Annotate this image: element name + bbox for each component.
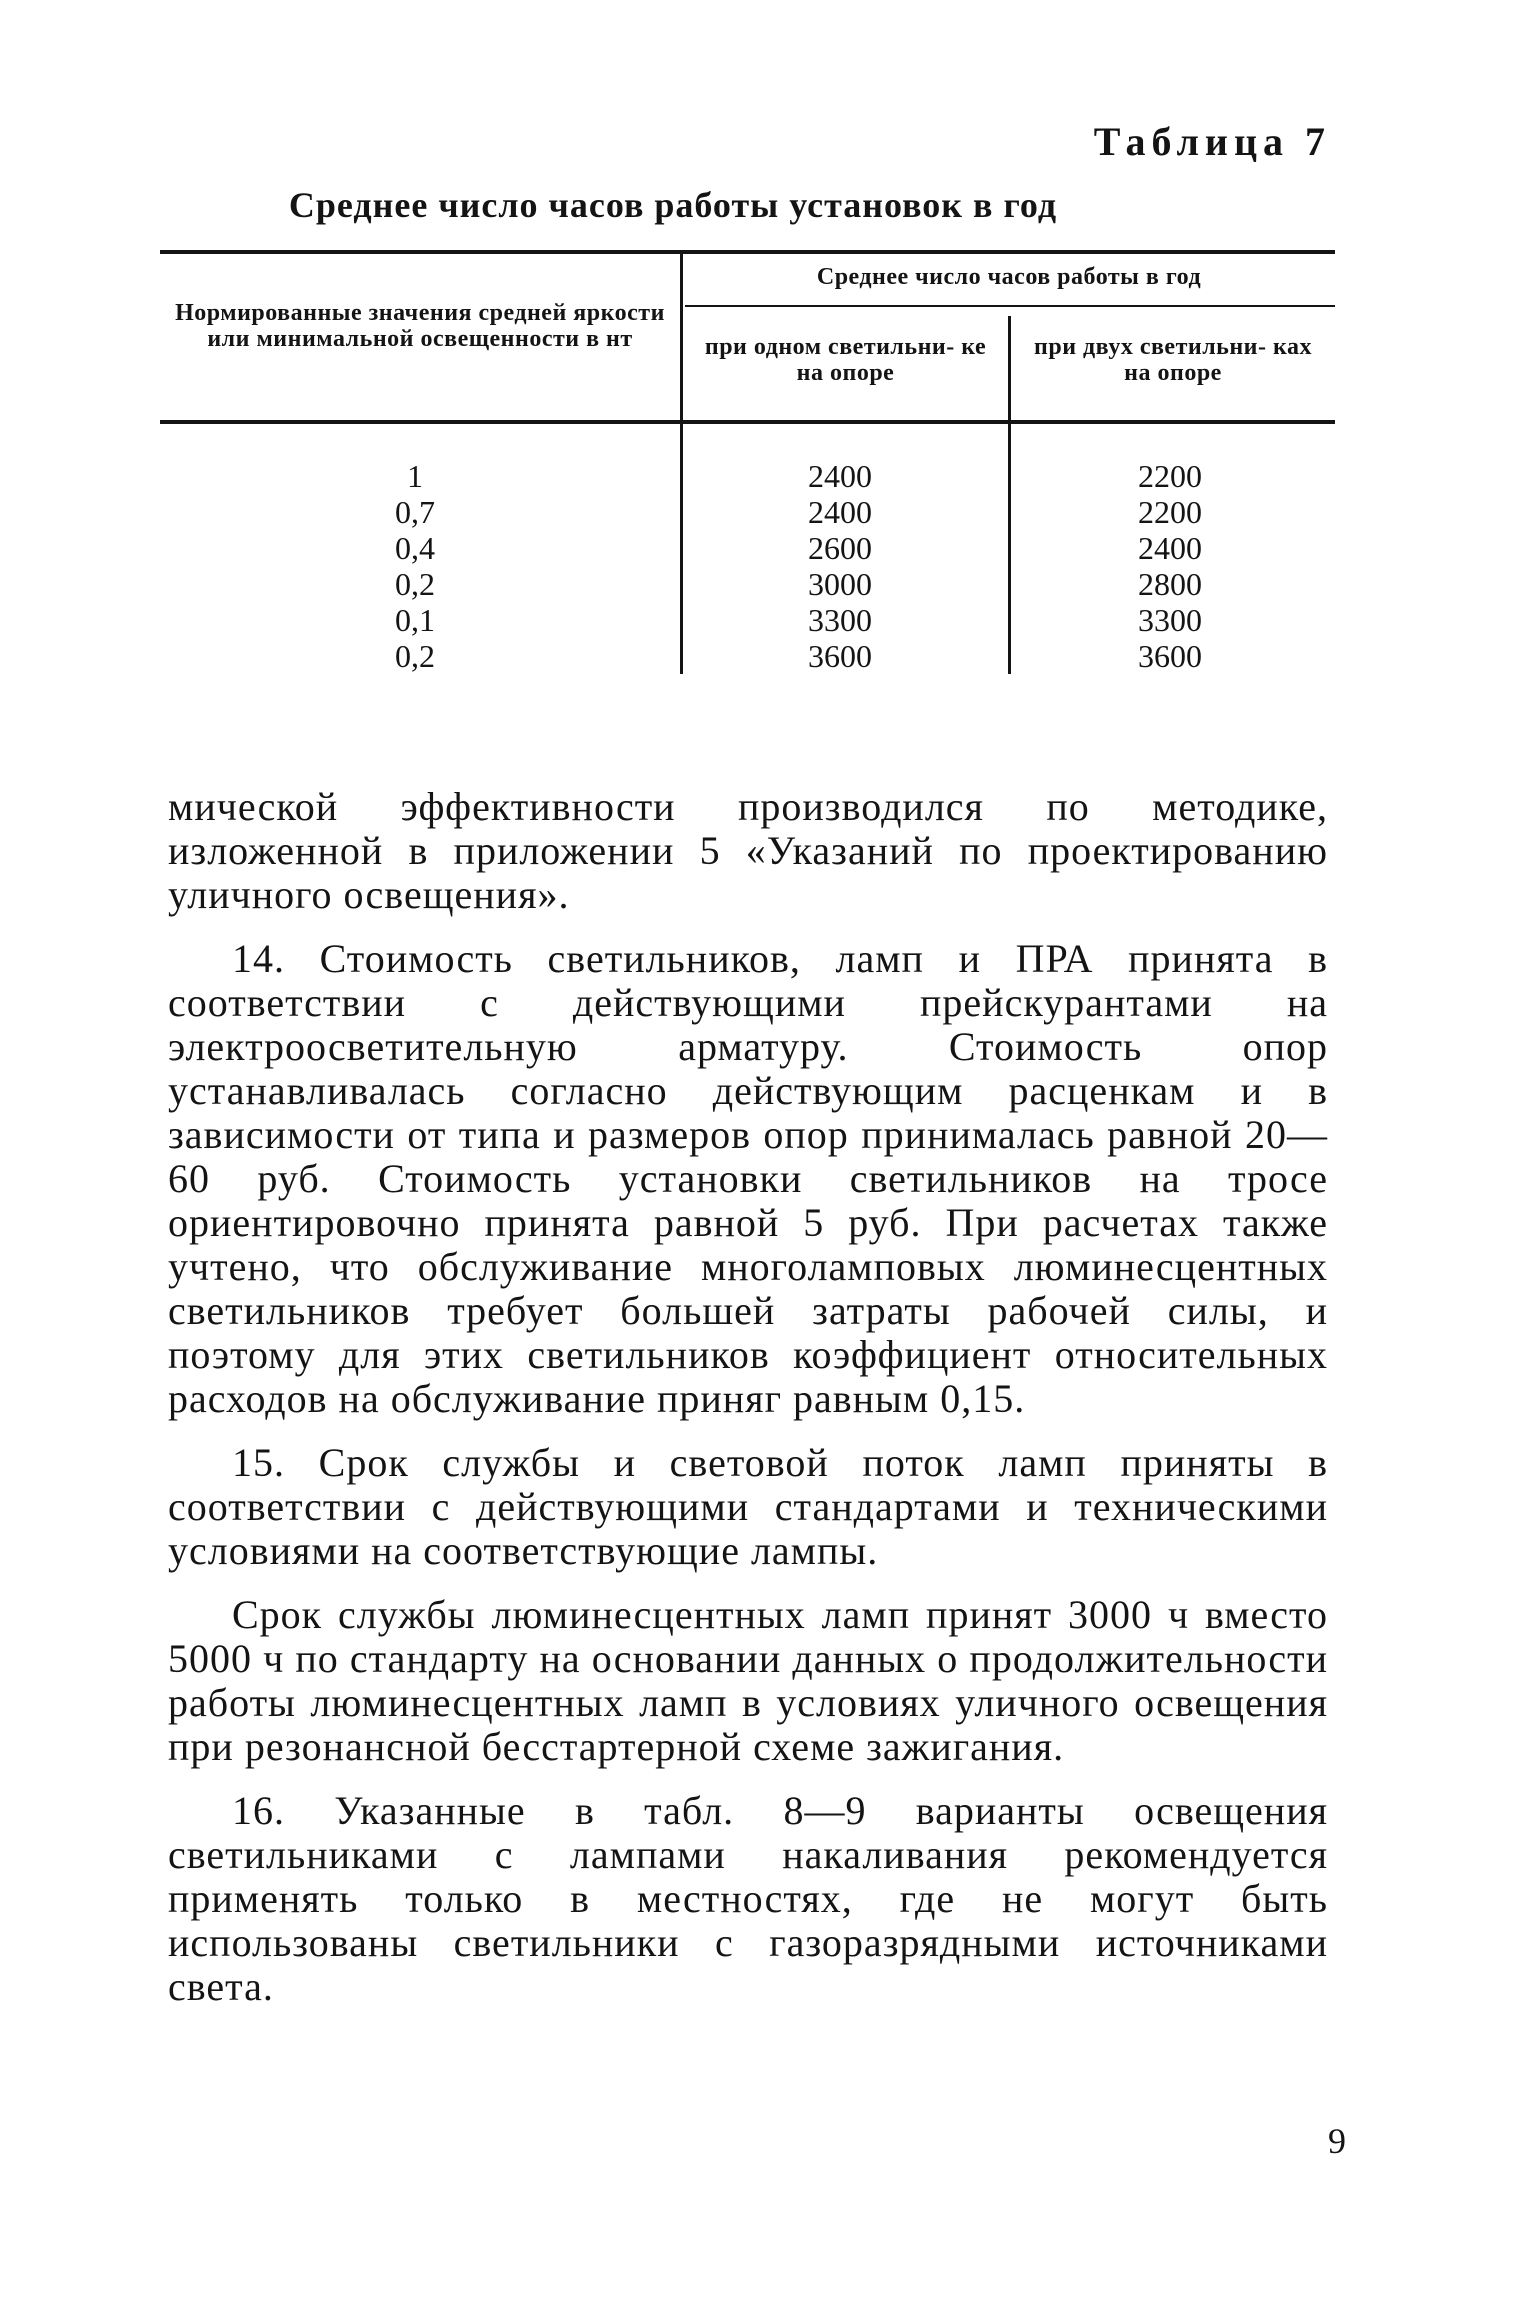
two-lamps-cell: 3600 — [1138, 638, 1202, 674]
norm-cell: 0,2 — [395, 566, 435, 602]
one-lamp-cell: 2600 — [808, 530, 872, 566]
paragraph-lamp-life: Срок службы люминесцентных ламп принят 3000 ч вместо 5000 ч по стандарту на основании данных о продолжительности работы люминесцентных ламп в условиях уличного освещения при резонансной бесстартерной схеме зажигания. — [168, 1592, 1328, 1769]
norm-cell: 1 — [407, 458, 423, 494]
table-header-rule — [160, 420, 1335, 424]
norm-cell: 0,7 — [395, 494, 435, 530]
page-number: 9 — [1328, 2121, 1346, 2161]
two-lamps-cell: 2800 — [1138, 566, 1202, 602]
table-label: Таблица 7 — [1093, 119, 1331, 164]
paragraph-15: 15. Срок службы и световой поток ламп приняты в соответствии с действующими стандартами и техническими условиями на соответствующие лампы. — [168, 1440, 1328, 1573]
two-lamps-cell: 2200 — [1138, 458, 1202, 494]
one-lamp-cell: 2400 — [808, 494, 872, 530]
one-lamp-cell: 3300 — [808, 602, 872, 638]
column-norm — [360, 458, 470, 674]
table-group-rule — [685, 305, 1335, 307]
data-table — [160, 250, 1335, 680]
column-one-lamp — [760, 458, 920, 674]
paragraph-16: 16. Указанные в табл. 8—9 варианты освещения светильниками с лампами накаливания рекомендуется применять только в местностях, где не могут быть использованы светильники с газоразрядными источниками света. — [168, 1788, 1328, 2009]
two-lamps-cell: 2400 — [1138, 530, 1202, 566]
table-caption: Среднее число часов работы установок в год — [288, 185, 1058, 225]
two-lamps-cell: 2200 — [1138, 494, 1202, 530]
one-lamp-cell: 3600 — [808, 638, 872, 674]
header-norm: Нормированные значения средней яркости или минимальной освещенности в нт — [175, 300, 665, 352]
one-lamp-cell: 2400 — [808, 458, 872, 494]
one-lamp-cell: 3000 — [808, 566, 872, 602]
header-two-lamps: при двух светильни- ках на опоре — [1034, 334, 1312, 386]
norm-cell: 0,2 — [395, 638, 435, 674]
table-divider-1 — [680, 254, 683, 674]
paragraph-continuation: мической эффективности производился по методике, изложенной в приложении 5 «Указаний по проектированию уличного освещения». — [168, 784, 1328, 917]
norm-cell: 0,4 — [395, 530, 435, 566]
table-divider-2-body — [1008, 424, 1011, 674]
header-group: Среднее число часов работы в год — [816, 264, 1202, 290]
two-lamps-cell: 3300 — [1138, 602, 1202, 638]
table-top-rule — [160, 250, 1335, 254]
norm-cell: 0,1 — [395, 602, 435, 638]
body-text — [168, 785, 1328, 2029]
paragraph-14: 14. Стоимость светильников, ламп и ПРА принята в соответствии с действующими прейскурантами на электроосветительную арматуру. Стоимость опор устанавливалась согласно действующим расценкам и в зависимости от типа и размеров опор принималась равной 20—60 руб. Стоимость установки светильников на тросе ориентировочно принята равной 5 руб. При расчетах также учтено, что обслуживание многоламповых люминесцентных светильников требует большей затраты рабочей силы, и поэтому для этих светильников коэффициент относительных расходов на обслуживание приняг равным 0,15. — [168, 936, 1328, 1421]
column-two-lamps — [1090, 458, 1250, 674]
header-one-lamp: при одном светильни- ке на опоре — [704, 334, 987, 386]
